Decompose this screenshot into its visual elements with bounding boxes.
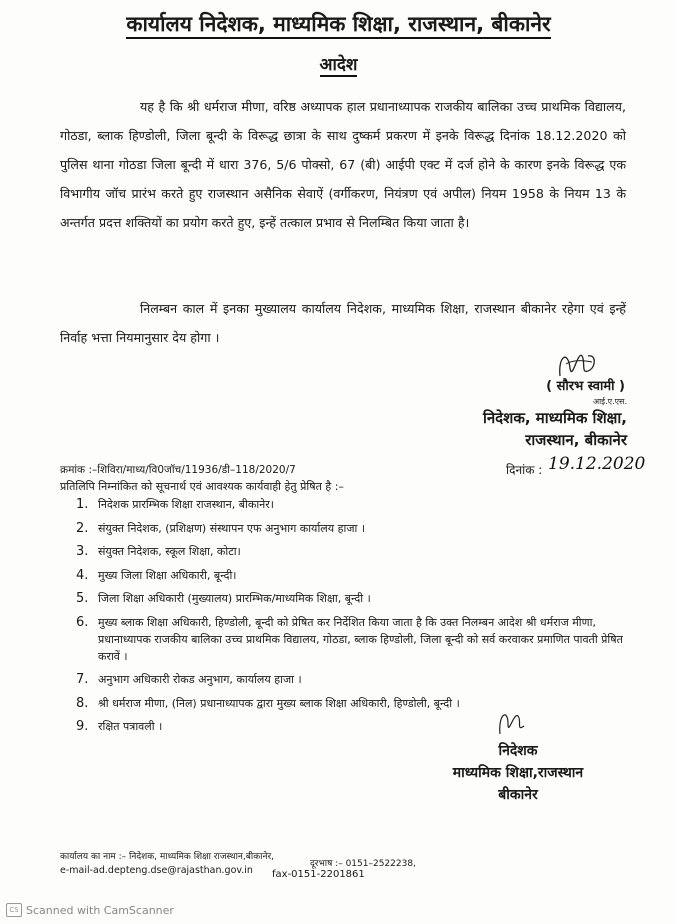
scanner-text: Scanned with CamScanner (26, 903, 174, 917)
list-item-number: 6. (76, 614, 89, 630)
list-item (76, 695, 636, 712)
date-value-handwritten: 19.12.2020 (548, 454, 646, 474)
list-item-number: 8. (76, 695, 89, 711)
list-item-text: निदेशक प्रारम्भिक शिक्षा राजस्थान, बीकानेर। (98, 498, 274, 511)
camscanner-logo-icon: CS (6, 903, 22, 917)
signatory-2-line-3: बीकानेर (498, 787, 538, 803)
footer-fax: fax-0151-2201861 (272, 869, 365, 880)
list-item (76, 543, 636, 560)
list-item-text: जिला शिक्षा अधिकारी (मुख्यालय) प्रारम्भिक/माध्यमिक शिक्षा, बून्दी । (98, 592, 371, 605)
list-item-text: संयुक्त निदेशक, स्कूल शिक्षा, कोटा। (98, 545, 241, 558)
list-item (76, 567, 636, 584)
list-item-number: 1. (76, 497, 89, 512)
order-title-text: आदेश (319, 55, 358, 75)
order-paragraph-1 (60, 92, 626, 237)
signatory-1-name: ( सौरभ स्वामी ) (546, 379, 625, 394)
list-item (76, 671, 636, 688)
date-label: दिनांक : (506, 463, 543, 477)
list-item (76, 520, 636, 537)
signatory-1-designation-2: राजस्थान, बीकानेर (525, 431, 627, 449)
signatory-2-block (418, 740, 618, 806)
list-item-number: 2. (76, 520, 89, 536)
list-item (76, 496, 636, 513)
list-item-text: अनुभाग अधिकारी रोकड अनुभाग, कार्यालय हाजा । (98, 673, 302, 686)
signatory-1-designation-1: निदेशक, माध्यमिक शिक्षा, (482, 409, 627, 427)
scanner-watermark (6, 903, 174, 917)
list-item-number: 5. (76, 591, 89, 606)
list-item (76, 590, 636, 607)
signatory-1-block (483, 376, 627, 451)
list-item-text: रक्षित पत्रावली । (98, 720, 163, 733)
list-item-number: 7. (76, 672, 89, 687)
paragraph-2-text: निलम्बन काल में इनका मुख्यालय कार्यालय निदेशक, माध्यमिक शिक्षा, राजस्थान बीकानेर रहेगा एवं इन्हें निर्वाह भत्ता नियमानुसार देय होगा । (60, 301, 626, 345)
list-item-number: 3. (76, 544, 89, 559)
copy-to-line: प्रतिलिपि निम्नांकित को सूचनार्थ एवं आवश्यक कार्यवाही हेतु प्रेषित है :– (60, 480, 344, 493)
order-paragraph-2 (60, 294, 626, 352)
list-item-text: संयुक्त निदेशक, (प्रशिक्षण) संस्थापन एफ अनुभाग कार्यालय हाजा । (98, 521, 365, 535)
list-item (76, 614, 636, 665)
list-item-number: 9. (76, 719, 89, 734)
signatory-2-line-1: निदेशक (498, 743, 538, 759)
list-item-number: 4. (76, 567, 89, 583)
footer-email: e-mail-ad.depteng.dse@rajasthan.gov.in (60, 865, 253, 876)
order-title (0, 52, 677, 75)
reference-number: क्रमांक :–शिविरा/माध्य/वि0जॉच/11936/डी–118/2020/7 (60, 464, 296, 476)
list-item (76, 718, 636, 735)
list-item-text: मुख्य ब्लाक शिक्षा अधिकारी, हिण्डोली, बून्दी को प्रेषित कर निर्देशित किया जाता है कि उक्त निलम्बन आदेश श्री धर्मराज मीणा, प्रधानाध्यापक राजकीय बालिका उच्च प्राथमिक विद्यालय, गोठडा, ब्लाक हिण्डोली, जिला बून्दी को सर्व करवाकर प्रमाणित पावती प्रेषित करावें । (98, 615, 623, 663)
list-item-text: मुख्य जिला शिक्षा अधिकारी, बून्दी। (98, 568, 237, 582)
office-header (0, 10, 677, 38)
signature-2-scribble (494, 706, 530, 742)
footer-office-name: कार्यालय का नाम :– निदेशक, माध्यमिक शिक्षा राजस्थान,बीकानेर, (60, 852, 274, 862)
office-header-text: कार्यालय निदेशक, माध्यमिक शिक्षा, राजस्थान, बीकानेर (126, 12, 550, 39)
copy-list (76, 496, 636, 742)
signatory-2-line-2: माध्यमिक शिक्षा,राजस्थान (452, 765, 584, 781)
footer-phone: दूरभाष :– 0151–2522238, (310, 859, 416, 869)
list-item-text: श्री धर्मराज मीणा, (निल) प्रधानाध्यापक द्वारा मुख्य ब्लाक शिक्षा अधिकारी, हिण्डोली, बून्दी । (98, 696, 460, 710)
signatory-1-rank: आई.ए.एस. (593, 397, 627, 406)
paragraph-1-text: यह है कि श्री धर्मराज मीणा, वरिष्ठ अध्यापक हाल प्रधानाध्यापक राजकीय बालिका उच्च प्राथमिक विद्यालय, गोठडा, ब्लाक हिण्डोली, जिला बून्दी के विरूद्ध छात्रा के साथ दुष्कर्म प्रकरण में इनके विरूद्ध दिनांक 18.12.2020 को पुलिस थाना गोठडा जिला बून्दी में धारा 376, 5/6 पोक्सो, 67 (बी) आईपी एक्ट में दर्ज होने के कारण इनके विरूद्ध एक विभागीय जॉच प्रारंभ करते हुए राजस्थान असैनिक सेवाऐं (वर्गीकरण, नियंत्रण एवं अपील) नियम 1958 के नियम 13 के अन्तर्गत प्रदत्त शक्तियों का प्रयोग करते हुए, इन्हें तत्काल प्रभाव से निलम्बित किया जाता है। (60, 99, 626, 230)
footer (60, 850, 416, 880)
